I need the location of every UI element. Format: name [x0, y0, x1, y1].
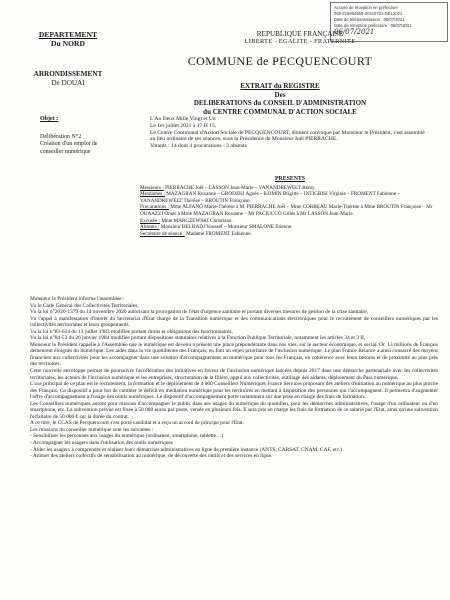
body-paragraph: Vu la loi n°2020-1379 du 14 novembre 2020 autorisant la prorogation de l'état d'urgence sanitaire et portant diverses mesures de gestion de la crise sanitaire,	[30, 309, 368, 316]
body-paragraph: Vu l'appel à manifestation d'intérêt du Secrétariat d'Etat chargé de la Transition numérique et des communications électroniques pour le recrutement de conseillers numériques par les collectivités territoriales et leurs groupements,	[30, 315, 438, 329]
arrondissement-header	[18, 70, 118, 88]
intro-line: L'An Deux Mille Vingt et Un	[150, 116, 216, 122]
mission-item: - Accompagner les usagers dans l'utilisation des outils numériques	[30, 440, 173, 447]
mission-item: - Animer des ateliers collectifs de sensibilisation au numérique, de découverte des outils et des services en ligne.	[30, 453, 273, 460]
body-paragraph: L'axe principal de ce plan est le recrutement, la formation et le déploiement de 4 000 Conseillers Numériques France Services proposant des ateliers d'initiation au numérique au plus proche des Français. Ce dispositif a pour but de combler le déficit en médiation numérique pour les territoires en mettant à disposition des personnes qui l'accompagnent. Il permettra d'augmenter l'offre d'accompagnement à l'usage des outils numériques. Le dispositif d'accompagnement porte notamment sur une prise en charge des frais de formation.	[30, 381, 438, 401]
department-header	[18, 30, 118, 48]
stamp-line: Accusé de réception en préfecture	[334, 5, 398, 10]
attendance-line	[140, 191, 440, 204]
body-paragraph: Monsieur le Président rappelle à l'Assemblée que le numérique est devenu a présent une place prépondérante dans nos vies, sur le secteur économique, et social. Or, 13 millions de Français demeurent éloignés du numérique. Les aides dans la vie quotidienne des Français, en font un enjeu prioritaire de l'inclusion numérique. Le plan France Relance a ainsi consacré des moyens financiers aux collectivités pour les accompagner dans une solution d'accompagnement au numérique pour tous les Français, en cohérence avec leurs besoins et de proximité au plus près des territoires.	[30, 341, 438, 368]
attendance-value: Monsieur BELHADJ Youssef – Monsieur SMALONE Etienne.	[160, 224, 293, 231]
deliberation-subject: Création d'un emploi de conseiller numérique	[40, 141, 98, 155]
attendance-key: Mesdames :	[140, 191, 165, 198]
commune-title: COMMUNE de PECQUENCOURT	[187, 54, 373, 68]
attendance-title: PRESENTS	[275, 176, 305, 182]
department-label: DEPARTEMENT	[38, 30, 98, 39]
body-paragraph: Vu la loi n°84-53 du 26 janvier 1984 modifiée portant dispositions statutaires relatives à la Fonction Publique Territoriale, notamment les articles 34 et 3 II,	[30, 335, 366, 342]
body-paragraph: Vu la loi n°83-634 du 13 juillet 1983 modifiée portant droits et obligations des fonctionnaires,	[30, 328, 233, 335]
attendance-key: Excusée :	[140, 217, 161, 224]
attendance-key: Absents :	[140, 224, 160, 231]
stamp-line: Date de télétransmission : 05/07/2021	[334, 17, 405, 22]
attendance-value: Madame FROMENT Fabienne.	[186, 230, 252, 237]
attendance-line	[140, 224, 440, 231]
attendance-value: MAZAGRAN Roxanne – GRODZKI Agnès – KOMIN Brigitte – INTIGRISI Virginie – FROMENT Fabienne – VANANDREWELT Thérèse – BROUTIN Françoise.	[140, 191, 400, 204]
republic-motto: LIBERTE - EGALITE - FRATERNITE	[244, 38, 356, 45]
attendance-value: Mme ALFANO Marie-Thérèse à M. PIERRACHE Joël – Mme CORREAU Marie-Thérèse à Mme BROUTIN Françoise – Mr OUAAZZI Omar à Mme MAZAGRAN Roxanne – Mr PACIUCCO Gilles à Mr LASSON Jean-Marie.	[140, 204, 433, 217]
extract-line: DELIBERATIONS du CONSEIL D'ADMINISTRATION	[193, 99, 367, 108]
arrondissement-name: De DOUAI	[51, 79, 85, 87]
body-paragraph: Les Conseillers numériques auront pour mission d'accompagner le public dans ses usages du numérique du quotidien, pour les démarches administratives, l'usage d'un ordinateur ou d'un smartphone, etc. La subvention prévue est fixée à 50 000 euros par poste, versée en plusieurs fois. Il sera pris en charge les frais de formation de ce salarié par l'Etat, ainsi qu'une subvention forfaitaire de 50 000 € sur la durée du contrat.	[30, 400, 438, 420]
attendance-key: Messieurs :	[140, 184, 164, 191]
extract-line: EXTRAIT du REGISTRE	[240, 82, 320, 90]
republic-name: REPUBLIQUE FRANÇAISE	[256, 30, 344, 38]
department-name: Du NORD	[51, 39, 85, 48]
arrondissement-label: ARRONDISSEMENT	[33, 70, 103, 78]
extract-line: du CENTRE COMMUNAL D'ACTION SOCIALE	[203, 107, 357, 116]
extract-heading	[130, 82, 430, 116]
attendance-block	[140, 176, 440, 237]
attendance-key: Procurations :	[140, 204, 169, 211]
stamp-handwritten-date: 06/07/2021	[334, 28, 375, 36]
republic-header	[190, 30, 410, 46]
subject-label: Objet :	[40, 116, 59, 122]
subject-block	[18, 116, 118, 156]
attendance-value: PIERRACHE Joël – LASSON Jean-Marie – VANANDREWELT Rémy.	[165, 184, 316, 191]
stamp-line: Date de réception préfecture : 05/07/2021	[334, 23, 412, 28]
body-paragraph: A ce titre, le CCAS de Pecquencourt s'est porté candidat et a reçu un accord de principe pour l'Etat.	[30, 420, 244, 427]
stamp-line: 059-215904556-20210701-DEL2021	[334, 11, 403, 16]
intro-line: Le 1er juillet 2021 à 17 H 15,	[150, 122, 217, 129]
intro-paragraph: Le Centre Communal d'Action Sociale de PECQUENCOURT, dûment convoqué par Monsieur le Président, s'est assemblé au lieu ordinaire de ses séances, sous la Présidence de Monsieur Joël PIERRACHE.	[150, 129, 425, 143]
attendance-line	[140, 204, 440, 217]
attendance-key: Secrétaire de séance :	[140, 230, 185, 237]
attendance-line	[140, 185, 440, 192]
body-paragraph: Vu le Code Général des Collectivités Territoriales,	[30, 302, 139, 309]
attendance-line	[140, 231, 440, 238]
session-intro	[150, 116, 430, 150]
body-paragraph: Monsieur le Président informe l'assemblée :	[30, 296, 125, 302]
deliberation-body	[30, 296, 438, 460]
deliberation-number: Délibération N°2	[40, 133, 82, 140]
body-paragraph: Les missions du conseiller numérique sont les suivantes :	[30, 426, 154, 433]
mission-item: - Sensibiliser les personnes aux usages du numérique (ordinateur, smartphone, tablette…)	[30, 433, 224, 440]
votes-line: Votants : 14 dont 4 procurations - 3 absents	[150, 143, 247, 150]
body-paragraph: Cette nouvelle enveloppe permet de poursuivre l'accélération des initiatives en faveur de l'inclusion numérique lancées depuis 2017 dans une démarche partenariale avec les collectivités territoriales, les acteurs de l'inclusion numérique et les entreprises, structuration de la filière, appui aux collectivités, outillage des aidants, déploiement du Pass numérique.	[30, 368, 438, 381]
extract-line: Des	[274, 90, 286, 99]
mission-item: - Aider les usagers à comprendre et réaliser leurs démarches administratives en ligne de première instance (ANTS, CARSAT, CNAM, CAF, etc.)	[30, 446, 343, 453]
attendance-value: Mme MARGZEWSKI Christiane.	[161, 217, 233, 224]
